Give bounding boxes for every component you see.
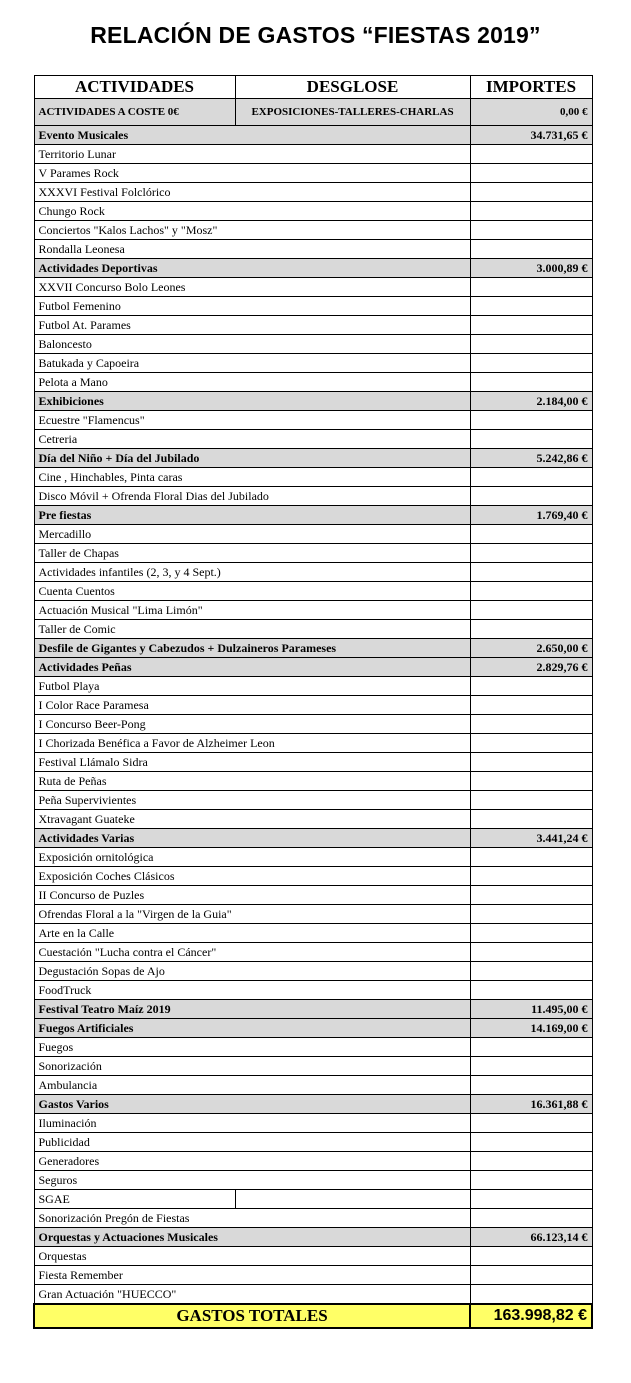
item-amount [470,183,592,202]
item-row [34,164,592,183]
item-amount [470,373,592,392]
category-row [34,658,592,677]
item-row [34,1266,592,1285]
item-row [34,1190,592,1209]
item-label: Sonorización Pregón de Fiestas [34,1209,470,1228]
category-row [34,829,592,848]
item-amount [470,962,592,981]
item-label: Exposición Coches Clásicos [34,867,470,886]
item-amount [470,601,592,620]
item-label: Ofrendas Floral a la "Virgen de la Guia" [34,905,470,924]
item-row [34,677,592,696]
item-row [34,468,592,487]
item-desglose [235,1190,470,1209]
item-label: Orquestas [34,1247,470,1266]
item-row [34,867,592,886]
item-label: Arte en la Calle [34,924,470,943]
item-row [34,278,592,297]
item-row [34,1171,592,1190]
item-amount [470,943,592,962]
item-label: Generadores [34,1152,470,1171]
item-amount [470,487,592,506]
item-label: Taller de Chapas [34,544,470,563]
expenses-body [34,99,592,1305]
item-amount [470,886,592,905]
item-row [34,1133,592,1152]
item-amount [470,677,592,696]
item-label: Exposición ornitológica [34,848,470,867]
item-row [34,848,592,867]
item-label: I Concurso Beer-Pong [34,715,470,734]
category-row [34,639,592,658]
category-amount: 2.650,00 € [470,639,592,658]
item-amount [470,1076,592,1095]
item-row [34,620,592,639]
category-label: Pre fiestas [34,506,470,525]
item-row [34,1247,592,1266]
item-label: Ambulancia [34,1076,470,1095]
item-row [34,1076,592,1095]
zero-cost-amount: 0,00 € [470,99,592,126]
item-amount [470,696,592,715]
category-label: Fuegos Artificiales [34,1019,470,1038]
item-amount [470,1171,592,1190]
item-row [34,1057,592,1076]
category-label: Festival Teatro Maíz 2019 [34,1000,470,1019]
item-amount [470,924,592,943]
item-row [34,563,592,582]
item-label: Baloncesto [34,335,470,354]
item-row [34,810,592,829]
item-row [34,1038,592,1057]
item-label: XXXVI Festival Folclórico [34,183,470,202]
item-row [34,430,592,449]
item-amount [470,791,592,810]
item-amount [470,411,592,430]
item-amount [470,525,592,544]
item-label: Actuación Musical "Lima Limón" [34,601,470,620]
item-label: Actividades infantiles (2, 3, y 4 Sept.) [34,563,470,582]
item-label: Ruta de Peñas [34,772,470,791]
category-amount: 16.361,88 € [470,1095,592,1114]
item-label: Cuestación "Lucha contra el Cáncer" [34,943,470,962]
item-row [34,962,592,981]
item-row [34,791,592,810]
page-title: RELACIÓN DE GASTOS “FIESTAS 2019” [90,22,541,48]
item-row [34,487,592,506]
item-label: Batukada y Capoeira [34,354,470,373]
category-amount: 34.731,65 € [470,126,592,145]
item-label: XXVII Concurso Bolo Leones [34,278,470,297]
header-row [34,76,592,99]
item-label: Ecuestre "Flamencus" [34,411,470,430]
item-row [34,297,592,316]
item-label: Cuenta Cuentos [34,582,470,601]
item-row [34,525,592,544]
header-desglose: DESGLOSE [235,76,470,99]
header-importes: IMPORTES [470,76,592,99]
item-row [34,601,592,620]
category-label: Actividades Peñas [34,658,470,677]
item-amount [470,734,592,753]
item-row [34,316,592,335]
item-label: Cine , Hinchables, Pinta caras [34,468,470,487]
item-label: Futbol Femenino [34,297,470,316]
item-label: Sonorización [34,1057,470,1076]
item-label: Fuegos [34,1038,470,1057]
item-label: Chungo Rock [34,202,470,221]
item-row [34,696,592,715]
item-row [34,886,592,905]
item-label: Futbol At. Parames [34,316,470,335]
item-amount [470,221,592,240]
item-row [34,411,592,430]
zero-cost-desglose: EXPOSICIONES-TALLERES-CHARLAS [235,99,470,126]
category-label: Desfile de Gigantes y Cabezudos + Dulzaineros Parameses [34,639,470,658]
category-row [34,126,592,145]
item-row [34,183,592,202]
item-row [34,924,592,943]
item-row [34,1152,592,1171]
item-label: Xtravagant Guateke [34,810,470,829]
item-label: Rondalla Leonesa [34,240,470,259]
item-row [34,544,592,563]
category-label: Actividades Deportivas [34,259,470,278]
item-amount [470,240,592,259]
item-label: II Concurso de Puzles [34,886,470,905]
item-amount [470,1114,592,1133]
item-row [34,715,592,734]
item-label: Territorio Lunar [34,145,470,164]
item-amount [470,582,592,601]
item-row [34,145,592,164]
item-row [34,905,592,924]
item-amount [470,1038,592,1057]
category-row [34,259,592,278]
item-amount [470,468,592,487]
item-row [34,753,592,772]
item-label: Pelota a Mano [34,373,470,392]
item-row [34,772,592,791]
category-amount: 11.495,00 € [470,1000,592,1019]
item-amount [470,810,592,829]
item-amount [470,1247,592,1266]
total-row [34,1304,592,1328]
item-amount [470,1057,592,1076]
category-label: Evento Musicales [34,126,470,145]
category-amount: 3.441,24 € [470,829,592,848]
item-amount [470,354,592,373]
item-amount [470,620,592,639]
item-amount [470,278,592,297]
item-label: Cetreria [34,430,470,449]
item-amount [470,848,592,867]
category-label: Gastos Varios [34,1095,470,1114]
item-label: SGAE [34,1190,235,1209]
category-row [34,1095,592,1114]
item-row [34,734,592,753]
item-row [34,582,592,601]
item-amount [470,297,592,316]
item-amount [470,981,592,1000]
item-amount [470,164,592,183]
item-label: Taller de Comic [34,620,470,639]
item-amount [470,867,592,886]
category-row [34,1228,592,1247]
category-label: Orquestas y Actuaciones Musicales [34,1228,470,1247]
item-amount [470,715,592,734]
category-amount: 14.169,00 € [470,1019,592,1038]
item-amount [470,1190,592,1209]
category-row [34,449,592,468]
item-row [34,1114,592,1133]
category-label: Exhibiciones [34,392,470,411]
item-label: Festival Llámalo Sidra [34,753,470,772]
item-amount [470,202,592,221]
category-amount: 2.829,76 € [470,658,592,677]
category-row [34,1000,592,1019]
item-row [34,240,592,259]
item-label: Degustación Sopas de Ajo [34,962,470,981]
item-amount [470,1285,592,1305]
item-amount [470,563,592,582]
item-amount [470,145,592,164]
total-label: GASTOS TOTALES [34,1304,470,1328]
item-amount [470,1266,592,1285]
category-label: Día del Niño + Día del Jubilado [34,449,470,468]
header-actividades: ACTIVIDADES [34,76,235,99]
item-label: Gran Actuación "HUECCO" [34,1285,470,1305]
item-amount [470,430,592,449]
item-amount [470,753,592,772]
item-label: Seguros [34,1171,470,1190]
item-label: FoodTruck [34,981,470,1000]
zero-cost-row [34,99,592,126]
item-amount [470,1133,592,1152]
item-row [34,354,592,373]
item-amount [470,772,592,791]
item-row [34,1209,592,1228]
item-label: Conciertos "Kalos Lachos" y "Mosz" [34,221,470,240]
item-row [34,202,592,221]
category-row [34,506,592,525]
item-label: Fiesta Remember [34,1266,470,1285]
item-label: Mercadillo [34,525,470,544]
item-amount [470,1209,592,1228]
item-amount [470,316,592,335]
total-amount: 163.998,82 € [470,1304,592,1328]
expenses-table [33,75,593,1329]
item-row [34,981,592,1000]
item-label: V Parames Rock [34,164,470,183]
category-amount: 1.769,40 € [470,506,592,525]
item-row [34,221,592,240]
item-label: Peña Supervivientes [34,791,470,810]
category-row [34,392,592,411]
category-label: Actividades Varias [34,829,470,848]
item-amount [470,1152,592,1171]
item-label: Publicidad [34,1133,470,1152]
item-row [34,335,592,354]
category-amount: 66.123,14 € [470,1228,592,1247]
category-row [34,1019,592,1038]
item-amount [470,544,592,563]
item-label: Disco Móvil + Ofrenda Floral Dias del Jubilado [34,487,470,506]
item-label: Iluminación [34,1114,470,1133]
item-label: I Color Race Paramesa [34,696,470,715]
item-row [34,943,592,962]
item-row [34,373,592,392]
category-amount: 5.242,86 € [470,449,592,468]
item-amount [470,335,592,354]
category-amount: 3.000,89 € [470,259,592,278]
zero-cost-label: ACTIVIDADES A COSTE 0€ [34,99,235,126]
item-row [34,1285,592,1305]
category-amount: 2.184,00 € [470,392,592,411]
item-label: I Chorizada Benéfica a Favor de Alzheimer Leon [34,734,470,753]
item-amount [470,905,592,924]
item-label: Futbol Playa [34,677,470,696]
